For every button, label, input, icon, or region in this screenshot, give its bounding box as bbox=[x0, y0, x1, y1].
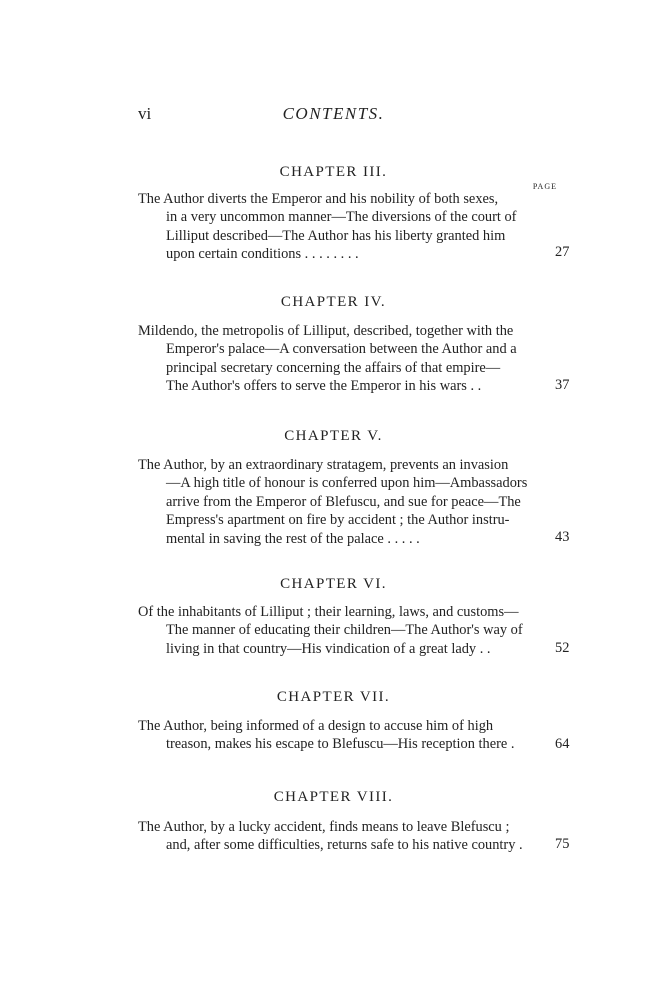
chapter-entry-v bbox=[0, 426, 667, 446]
page-number: 43 bbox=[555, 529, 570, 545]
chapter-title: CHAPTER VIII. bbox=[273, 789, 394, 805]
chapter-summary-iii bbox=[138, 190, 545, 264]
summary-line: arrive from the Emperor of Blefuscu, and sue for peace—The bbox=[166, 493, 521, 510]
chapter-title: CHAPTER III. bbox=[279, 164, 388, 180]
summary-line: The Author diverts the Emperor and his nobility of both sexes, bbox=[138, 191, 499, 207]
running-title: CONTENTS. bbox=[282, 104, 385, 123]
summary-line: —A high title of honour is conferred upon him—Ambassadors bbox=[166, 475, 528, 492]
page-column-label: PAGE bbox=[532, 182, 557, 191]
summary-line: treason, makes his escape to Blefuscu—His reception there . bbox=[166, 736, 515, 753]
page-number: 37 bbox=[555, 377, 570, 393]
summary-line: Of the inhabitants of Lilliput ; their learning, laws, and customs— bbox=[138, 604, 519, 620]
chapter-entry-vi bbox=[0, 574, 667, 594]
summary-line: mental in saving the rest of the palace . . . . . bbox=[166, 530, 420, 547]
page-number: 64 bbox=[555, 736, 570, 752]
chapter-summary-iv bbox=[138, 322, 545, 396]
chapter-title: CHAPTER IV. bbox=[280, 294, 387, 310]
summary-line: The Author, by an extraordinary stratagem, prevents an invasion bbox=[138, 457, 509, 473]
summary-line: Mildendo, the metropolis of Lilliput, described, together with the bbox=[138, 323, 514, 339]
chapter-entry-vii bbox=[0, 687, 667, 707]
summary-line: and, after some difficulties, returns safe to his native country . bbox=[166, 837, 523, 854]
page-number-roman: vi bbox=[138, 104, 152, 123]
chapter-entry-iv bbox=[0, 292, 667, 312]
summary-line: The Author, by a lucky accident, finds means to leave Blefuscu ; bbox=[138, 819, 510, 835]
chapter-summary-viii bbox=[138, 818, 545, 855]
summary-line: Lilliput described—The Author has his liberty granted him bbox=[166, 227, 506, 244]
page-number: 27 bbox=[555, 244, 570, 260]
chapter-summary-vi bbox=[138, 603, 545, 658]
summary-line: Emperor's palace—A conversation between the Author and a bbox=[166, 341, 517, 358]
summary-line: in a very uncommon manner—The diversions of the court of bbox=[166, 209, 517, 226]
summary-line: The manner of educating their children—The Author's way of bbox=[166, 622, 523, 639]
page-number: 52 bbox=[555, 640, 570, 656]
chapter-title: CHAPTER V. bbox=[284, 428, 383, 444]
chapter-title: CHAPTER VII. bbox=[276, 689, 391, 705]
summary-line: The Author's offers to serve the Emperor in his wars . . bbox=[166, 378, 482, 395]
chapter-entry-iii bbox=[0, 162, 667, 182]
page-header bbox=[0, 104, 667, 128]
summary-line: Empress's apartment on fire by accident ; the Author instru- bbox=[166, 512, 510, 529]
chapter-entry-viii bbox=[0, 787, 667, 807]
summary-line: upon certain conditions . . . . . . . . bbox=[166, 246, 359, 263]
chapter-title: CHAPTER VI. bbox=[280, 576, 387, 592]
summary-line: living in that country—His vindication of a great lady . . bbox=[166, 640, 491, 657]
summary-line: principal secretary concerning the affairs of that empire— bbox=[166, 359, 501, 376]
page-number: 75 bbox=[555, 836, 570, 852]
chapter-summary-vii bbox=[138, 717, 545, 754]
chapter-summary-v bbox=[138, 456, 545, 548]
summary-line: The Author, being informed of a design to accuse him of high bbox=[138, 718, 494, 734]
